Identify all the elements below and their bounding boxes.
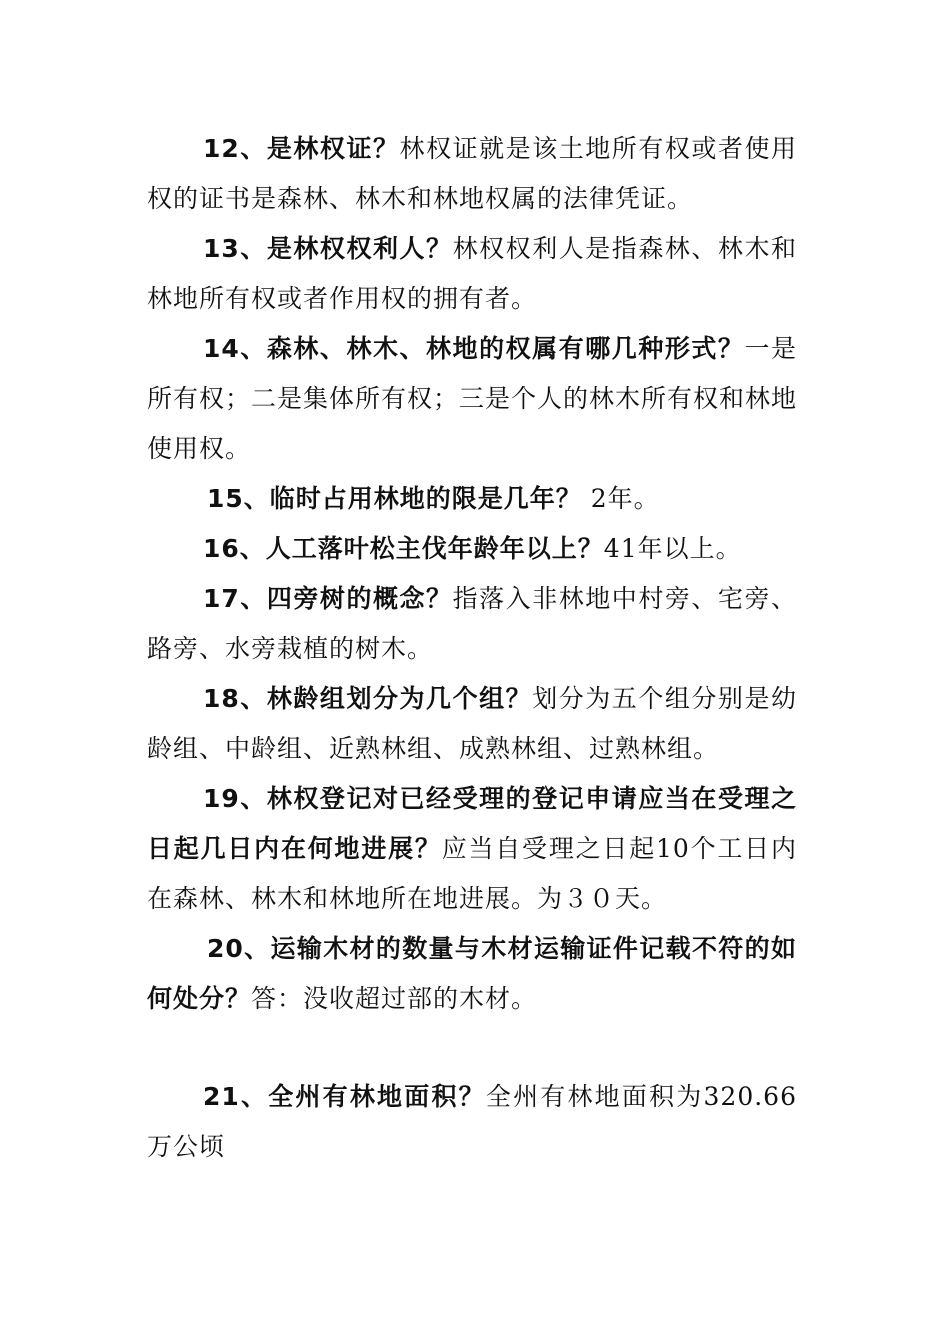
qa-item-13	[147, 224, 797, 324]
question: 21、全州有林地面积？	[203, 1082, 486, 1111]
answer: 指落入非林地中村旁、宅旁、路旁、水旁栽植的树木。	[147, 584, 797, 663]
question: 15、临时占用林地的限是几年？	[207, 484, 582, 513]
qa-item-21	[147, 1072, 797, 1172]
question: 19、林权登记对已经受理的登记申请应当在受理之日起几日内在何地进展？	[147, 784, 797, 863]
answer: 划分为五个组分别是幼龄组、中龄组、近熟林组、成熟林组、过熟林组。	[147, 684, 797, 763]
qa-item-20	[147, 924, 797, 1024]
answer: 一是所有权；二是集体所有权；三是个人的林木所有权和林地使用权。	[147, 334, 798, 463]
question: 16、人工落叶松主伐年龄年以上？	[203, 534, 604, 563]
qa-item-17	[147, 574, 797, 674]
question: 13、是林权权利人？	[203, 234, 453, 263]
qa-item-14	[147, 324, 797, 474]
answer: 2年。	[581, 484, 660, 513]
question: 17、四旁树的概念？	[203, 584, 453, 613]
answer: 41年以上。	[603, 534, 742, 563]
answer: 林权权利人是指森林、林木和林地所有权或者作用权的拥有者。	[147, 234, 797, 313]
qa-item-18	[147, 674, 797, 774]
qa-item-19	[147, 774, 797, 924]
question: 20、运输木材的数量与木材运输证件记载不符的如何处分？	[147, 934, 797, 1013]
answer: 应当自受理之日起10个工日内在森林、林木和林地所在地进展。为３０天。	[147, 834, 797, 913]
qa-item-16	[147, 524, 797, 574]
answer: 林权证就是该土地所有权或者使用权的证书是森林、林木和林地权属的法律凭证。	[147, 134, 797, 213]
question: 12、是林权证？	[203, 134, 400, 163]
qa-item-15	[147, 474, 797, 524]
answer: 全州有林地面积为320.66万公顷	[147, 1082, 797, 1161]
question: 14、森林、林木、林地的权属有哪几种形式？	[203, 334, 745, 363]
answer: 答：没收超过部的木材。	[251, 984, 538, 1013]
qa-item-12	[147, 124, 797, 224]
question: 18、林龄组划分为几个组？	[203, 684, 533, 713]
